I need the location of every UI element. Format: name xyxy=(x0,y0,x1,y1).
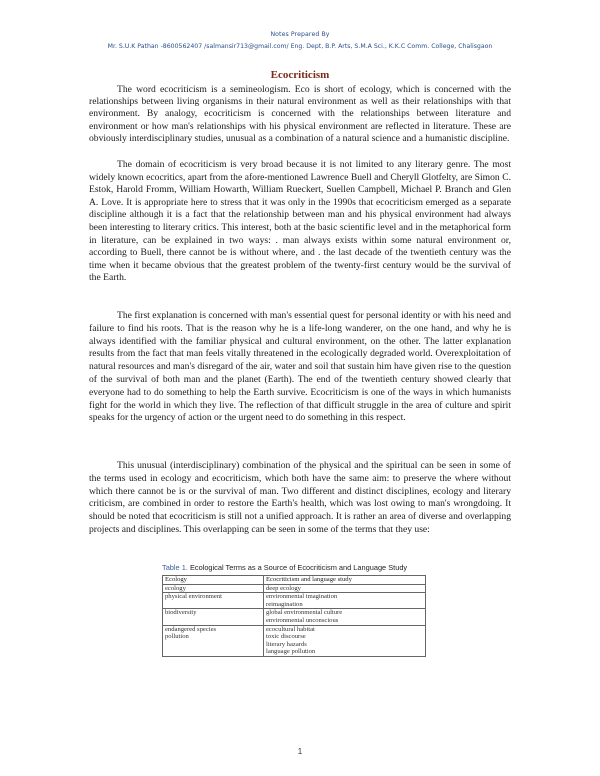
paragraph-2 xyxy=(89,159,511,285)
ecological-terms-table-figure xyxy=(162,563,426,657)
table-row xyxy=(163,625,426,656)
table-header-ecology: Ecology xyxy=(163,576,264,585)
table-row xyxy=(163,609,426,625)
header-notes-prepared: Notes Prepared By xyxy=(270,31,330,38)
cell-line: deep ecology xyxy=(266,584,301,592)
cell-line: biodiversity xyxy=(165,609,197,617)
paragraph-4 xyxy=(89,460,511,537)
cell-line: literary hazards xyxy=(266,640,307,648)
table-caption xyxy=(162,563,426,572)
cell-line: language pollution xyxy=(266,648,316,656)
cell-line: global environmental culture xyxy=(266,609,343,617)
table-row xyxy=(163,584,426,593)
table-header-ecocriticism: Ecocriticism and language study xyxy=(264,576,426,585)
cell-line: endangered species xyxy=(165,625,217,633)
paragraph-text: The domain of ecocriticism is very broad because it is not limited to any literary genre. The most widely known ecocritics, apart from the afore-mentioned Lawrence Buell and Cheryll Glotfelty, are Simon C. Estok, Harold Fromm, William Howarth, William Rueckert, Suellen Campbell, Michael P. Branch and Glen A. Love. It is appropriate here to stress that it was only in the 1990s that ecocriticism emerged as a separate discipline although it is a fact that the relationship between man and his physical environment had always been interesting to literary critics. This interest, both at the basic scientific level and in the metaphorical form in literature, can be explained in two ways: . man always exists within some natural environment or, according to Buell, there cannot be is without where, and . the last decade of the twentieth century was the time when it became obvious that the greatest problem of the twenty-first century would be the survival of the Earth. xyxy=(89,159,511,284)
cell-line: reimagination xyxy=(266,600,303,608)
cell-line: ecology xyxy=(165,584,186,592)
paragraph-3 xyxy=(89,310,511,425)
table-cell-ecocriticism xyxy=(264,584,426,593)
table-caption-label: Table 1. xyxy=(162,563,188,572)
cell-line: pollution xyxy=(165,633,189,641)
ecological-terms-table xyxy=(162,575,426,657)
paragraph-1 xyxy=(89,84,511,145)
table-cell-ecology xyxy=(163,609,264,625)
page-number: 1 xyxy=(297,747,303,756)
cell-line: physical environment xyxy=(165,593,222,601)
paragraph-text: This unusual (interdisciplinary) combination of the physical and the spiritual can be seen in some of the terms used in ecology and ecocriticism, which both have the same aim: to preserve the where without which there cannot be is or the survival of man. Two different and distinct disciplines, ecology and literary criticism, are combined in order to restore the Earth's health, which was lost owing to man's wrongdoing. It should be noted that ecocriticism is still not a unified approach. It is rather an area of diverse and overlapping projects and disciplines. This overlapping can be seen in some of the terms that they use: xyxy=(89,460,511,535)
table-cell-ecocriticism xyxy=(264,625,426,656)
cell-line: ecocultural habitat xyxy=(266,625,315,633)
paragraph-text: The first explanation is concerned with man's essential quest for personal identity or with his need and failure to find his roots. That is the reason why he is a life-long wanderer, on the one hand, and why he is always identified with the familiar physical and cultural environment, on the other. The latter explanation results from the fact that man feels vitally threatened in the ecologically degraded world. Overexploitation of natural resources and man's disregard of the air, water and soil that sustain him have given rise to the question of the survival of both man and the planet (Earth). The end of the twentieth century showed clearly that everyone had to do something to help the Earth survive. Ecocriticism is one of the ways in which humanists fight for the world in which they live. The reflection of that difficult struggle in the area of culture and spirit speaks for the urgency of action or the urgent need to do something in this respect. xyxy=(89,310,511,424)
paragraph-text: The word ecocriticism is a semineologism. Eco is short of ecology, which is concerned with the relationships between living organisms in their natural environment as well as their relationships with that environment. By analogy, ecocriticism is concerned with the relationships between literature and environment or how man's relationships with his physical environment are reflected in literature. These are obviously interdisciplinary studies, unusual as a combination of a natural science and a humanistic discipline. xyxy=(89,84,511,144)
cell-line: toxic discourse xyxy=(266,633,306,641)
table-cell-ecocriticism xyxy=(264,609,426,625)
table-header-row xyxy=(163,576,426,585)
table-cell-ecology xyxy=(163,625,264,656)
cell-line: environmental imagination xyxy=(266,593,338,601)
table-cell-ecocriticism xyxy=(264,593,426,609)
table-cell-ecology xyxy=(163,584,264,593)
table-caption-text: Ecological Terms as a Source of Ecocriticism and Language Study xyxy=(187,563,408,572)
page-title: Ecocriticism xyxy=(270,69,330,81)
table-cell-ecology xyxy=(163,593,264,609)
cell-line: environmental unconscious xyxy=(266,616,339,624)
table-row xyxy=(163,593,426,609)
header-author-details: Mr. S.U.K Pathan -8600562407 /salmansir713@gmail.com/ Eng. Dept, B.P. Arts, S.M.A Sci., K.K.C Comm. College, Chalisgaon xyxy=(107,43,493,50)
